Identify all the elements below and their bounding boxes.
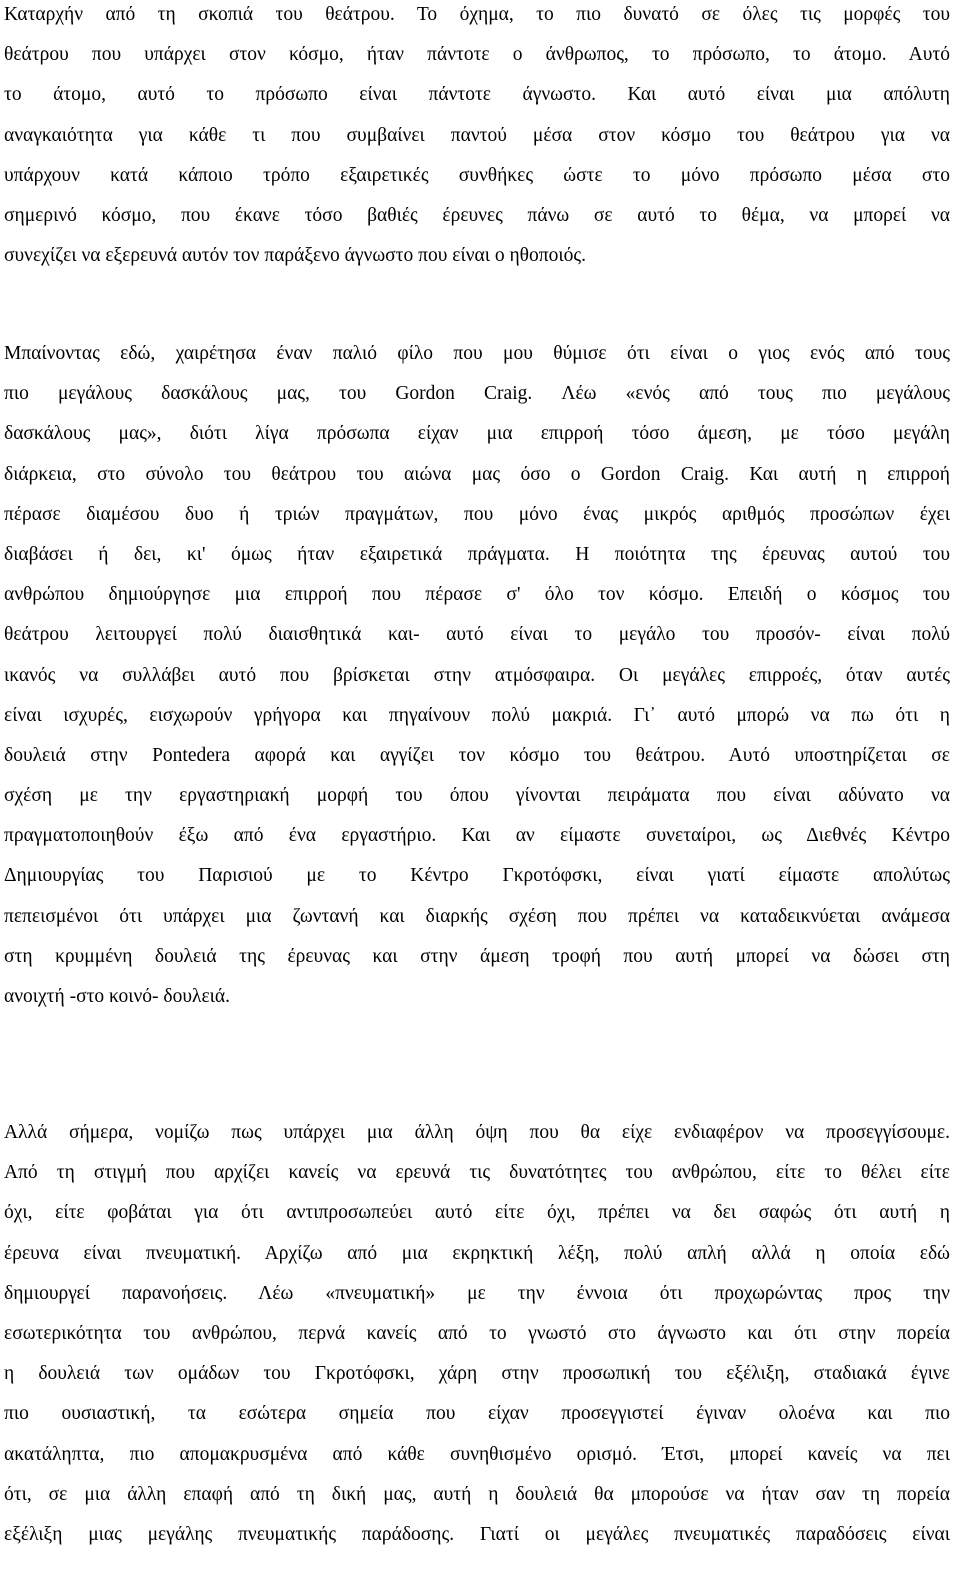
text-line: θεάτρου λειτουργεί πολύ διαισθητικά και- αυτό είναι το μεγάλο του προσόν- είναι πολύ <box>4 624 950 646</box>
text-line: ανοιχτή -στο κοινό- δουλειά. <box>4 986 230 1007</box>
text-line: Δημιουργίας του Παρισιού με το Κέντρο Γκροτόφσκι, είναι γιατί είμαστε απολύτως <box>4 865 950 887</box>
text-line: Μπαίνοντας εδώ, χαιρέτησα έναν παλιό φίλο που μου θύμισε ότι είναι ο γιος ενός από τους <box>4 343 950 364</box>
text-line: έρευνα είναι πνευματική. Αρχίζω από μια εκρηκτική λέξη, πολύ απλή αλλά η οποία εδώ <box>4 1242 950 1264</box>
text-line: δημιουργεί παρανοήσεις. Λέω «πνευματική» με την έννοια ότι προχωρώντας προς την <box>4 1282 950 1304</box>
text-line: το άτομο, αυτό το πρόσωπο είναι πάντοτε άγνωστο. Και αυτό είναι μια απόλυτη <box>4 84 950 106</box>
paragraph-1 <box>4 0 950 276</box>
paragraph-3 <box>4 1113 950 1555</box>
text-line: Αλλά σήμερα, νομίζω πως υπάρχει μια άλλη όψη που θα είχε ενδιαφέρον να προσεγγίσουμε. <box>4 1122 950 1143</box>
text-line: θεάτρου που υπάρχει στον κόσμο, ήταν πάντοτε ο άνθρωπος, το πρόσωπο, το άτομο. Αυτό <box>4 44 950 66</box>
text-line: εσωτερικότητα του ανθρώπου, περνά κανείς από το γνωστό στο άγνωστο και ότι στην πορεία <box>4 1322 950 1344</box>
text-line: πεπεισμένοι ότι υπάρχει μια ζωντανή και διαρκής σχέση που πρέπει να καταδεικνύεται ανάμεσα <box>4 905 950 927</box>
text-line: υπάρχουν κατά κάποιο τρόπο εξαιρετικές συνθήκες ώστε το μόνο πρόσωπο μέσα στο <box>4 164 950 186</box>
text-line: πιο ουσιαστική, τα εσώτερα σημεία που είχαν προσεγγιστεί έγιναν ολοένα και πιο <box>4 1403 950 1425</box>
text-line: διαβάσει ή δει, κι' όμως ήταν εξαιρετικά πράγματα. Η ποιότητα της έρευνας αυτού του <box>4 543 950 565</box>
text-line: ότι, σε μια άλλη επαφή από τη δική μας, αυτή η δουλειά θα μπορούσε να ήταν σαν τη πορεία <box>4 1483 950 1505</box>
text-line: ακατάληπτα, πιο απομακρυσμένα από κάθε συνηθισμένο ορισμό. Έτσι, μπορεί κανείς να πει <box>4 1443 950 1465</box>
text-line: δασκάλους μας», διότι λίγα πρόσωπα είχαν μια επιρροή τόσο άμεση, με τόσο μεγάλη <box>4 423 950 445</box>
text-line: Καταρχήν από τη σκοπιά του θεάτρου. Το όχημα, το πιο δυνατό σε όλες τις μορφές του <box>4 4 950 25</box>
text-line: πραγματοποιηθούν έξω από ένα εργαστήριο. Και αν είμαστε συνεταίροι, ως Διεθνές Κέντρο <box>4 825 950 847</box>
text-line: εξέλιξη μιας μεγάλης πνευματικής παράδοσης. Γιατί οι μεγάλες πνευματικές παραδόσεις είναι <box>4 1523 950 1545</box>
text-line: αναγκαιότητα για κάθε τι που συμβαίνει παντού μέσα στον κόσμο του θεάτρου για να <box>4 124 950 146</box>
text-line: όχι, είτε φοβάται για ότι αντιπροσωπεύει αυτό είτε όχι, πρέπει να δει σαφώς ότι αυτή η <box>4 1202 950 1224</box>
text-line: στη κρυμμένη δουλειά της έρευνας και στην άμεση τροφή που αυτή μπορεί να δώσει στη <box>4 945 950 967</box>
text-line: είναι ισχυρές, εισχωρούν γρήγορα και πηγαίνουν πολύ μακριά. Γι᾽ αυτό μπορώ να πω ότι η <box>4 704 950 726</box>
text-line: διάρκεια, στο σύνολο του θεάτρου του αιώνα μας όσο ο Gordon Craig. Και αυτή η επιρροή <box>4 463 950 485</box>
text-line: πέρασε διαμέσου δυο ή τριών πραγμάτων, που μόνο ένας μικρός αριθμός προσώπων έχει <box>4 503 950 525</box>
text-line: η δουλειά των ομάδων του Γκροτόφσκι, χάρη στην προσωπική του εξέλιξη, σταδιακά έγινε <box>4 1363 950 1385</box>
text-line: συνεχίζει να εξερευνά αυτόν τον παράξενο άγνωστο που είναι ο ηθοποιός. <box>4 245 586 267</box>
text-line: δουλειά στην Pontedera αφορά και αγγίζει τον κόσμο του θεάτρου. Αυτό υποστηρίζεται σε <box>4 744 950 766</box>
text-line: σημερινό κόσμο, που έκανε τόσο βαθιές έρευνες πάνω σε αυτό το θέμα, να μπορεί να <box>4 204 950 226</box>
text-line: ικανός να συλλάβει αυτό που βρίσκεται στην ατμόσφαιρα. Οι μεγάλες επιρροές, όταν αυτές <box>4 664 950 686</box>
paragraph-2 <box>4 334 950 1017</box>
text-line: ανθρώπου δημιούργησε μια επιρροή που πέρασε σ' όλο τον κόσμο. Επειδή ο κόσμος του <box>4 584 950 606</box>
text-line: πιο μεγάλους δασκάλους μας, του Gordon Craig. Λέω «ενός από τους πιο μεγάλους <box>4 383 950 405</box>
text-line: σχέση με την εργαστηριακή μορφή του όπου γίνονται πειράματα που είναι αδύνατο να <box>4 785 950 807</box>
text-line: Από τη στιγμή που αρχίζει κανείς να ερευνά τις δυνατότητες του ανθρώπου, είτε το θέλει είτε <box>4 1162 950 1184</box>
